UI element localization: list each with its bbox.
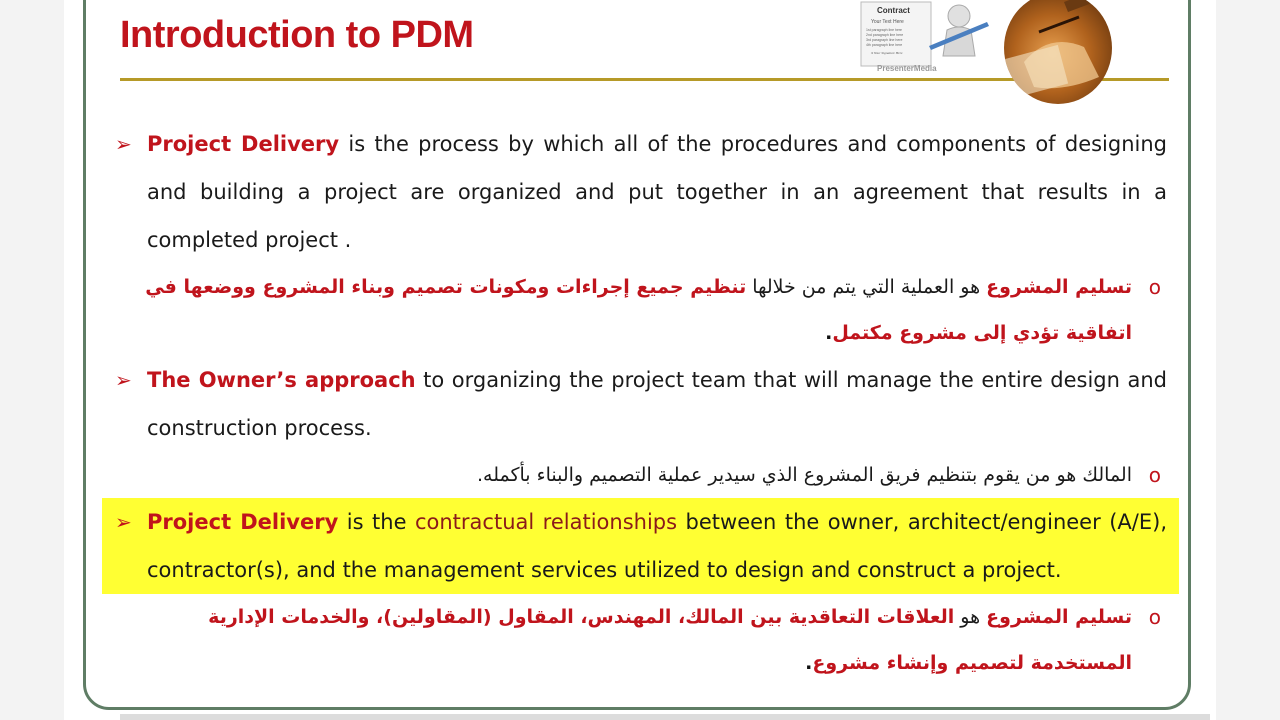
contract-clipart: [859, 0, 991, 74]
bullet-item: [112, 356, 1167, 452]
arrow-bullet-icon: ➢: [115, 510, 132, 534]
bullet-text: between the owner, architect/engineer (A/E), contractor(s), and the management services utilized to design and construct a project.: [147, 510, 1167, 582]
arabic-bullet-item: [112, 264, 1167, 356]
clipart-heading: Contract: [877, 6, 910, 15]
bullet-text: to organizing the project team that will manage the entire design and construction process.: [147, 368, 1167, 440]
arabic-period: .: [825, 322, 833, 344]
bullet-item: [112, 498, 1167, 594]
circle-bullet-icon: o: [1148, 275, 1161, 299]
left-margin: [0, 0, 64, 720]
arabic-bold-text: العلاقات التعاقدية بين المالك، المهندس، المقاول (المقاولين)، والخدمات الإدارية المستخدمة لتصميم وإنشاء مشروع: [208, 606, 1132, 674]
bullet-term: Project Delivery: [147, 510, 339, 534]
bullet-term: The Owner’s approach: [147, 368, 416, 392]
arabic-period: .: [805, 652, 813, 674]
arabic-bold-text: تنظيم جميع إجراءات ومكونات تصميم وبناء المشروع ووضعها في اتفاقية تؤدي إلى مشروع مكتمل: [145, 276, 1132, 344]
right-margin: [1216, 0, 1280, 720]
clipart-signature: X Your Signature Here: [871, 51, 903, 55]
bullet-item: [112, 120, 1167, 264]
bullet-text: is the process by which all of the procedures and components of designing and building a project are organized and put together in an agreement that results in a completed project .: [147, 132, 1167, 252]
bullet-term-secondary: contractual relationships: [414, 510, 678, 534]
slide: [64, 0, 1216, 720]
arabic-bullet-item: [112, 594, 1167, 686]
arabic-text: هو: [954, 606, 987, 628]
presentermedia-logo: PresenterMedia: [877, 64, 937, 73]
bottom-scrollbar: [120, 714, 1210, 720]
arabic-text: المالك هو من يقوم بتنظيم فريق المشروع الذي سيدير عملية التصميم والبناء بأكمله.: [476, 464, 1132, 486]
slide-title: Introduction to PDM: [120, 14, 474, 56]
arabic-term: تسليم المشروع: [986, 276, 1132, 298]
clipart-subheading: Your Text Here: [871, 19, 904, 25]
arabic-text: هو العملية التي يتم من خلالها: [746, 276, 987, 298]
clipart-line: 1st paragraph line here: [866, 28, 902, 32]
arabic-term: تسليم المشروع: [986, 606, 1132, 628]
title-underline: [120, 78, 1169, 81]
arrow-bullet-icon: ➢: [115, 368, 132, 392]
clipart-line: 3rd paragraph line here: [866, 38, 903, 42]
clipart-line: 4th paragraph line here: [866, 43, 903, 47]
slide-content: [112, 120, 1167, 686]
circle-bullet-icon: o: [1148, 605, 1161, 629]
circle-bullet-icon: o: [1148, 463, 1161, 487]
bullet-text: is the: [338, 510, 415, 534]
clipart-line: 2nd paragraph line here: [866, 33, 904, 37]
arabic-bullet-item: [112, 452, 1167, 498]
highlighted-bullet: [102, 498, 1179, 594]
bullet-term: Project Delivery: [147, 132, 340, 156]
arrow-bullet-icon: ➢: [115, 132, 132, 156]
